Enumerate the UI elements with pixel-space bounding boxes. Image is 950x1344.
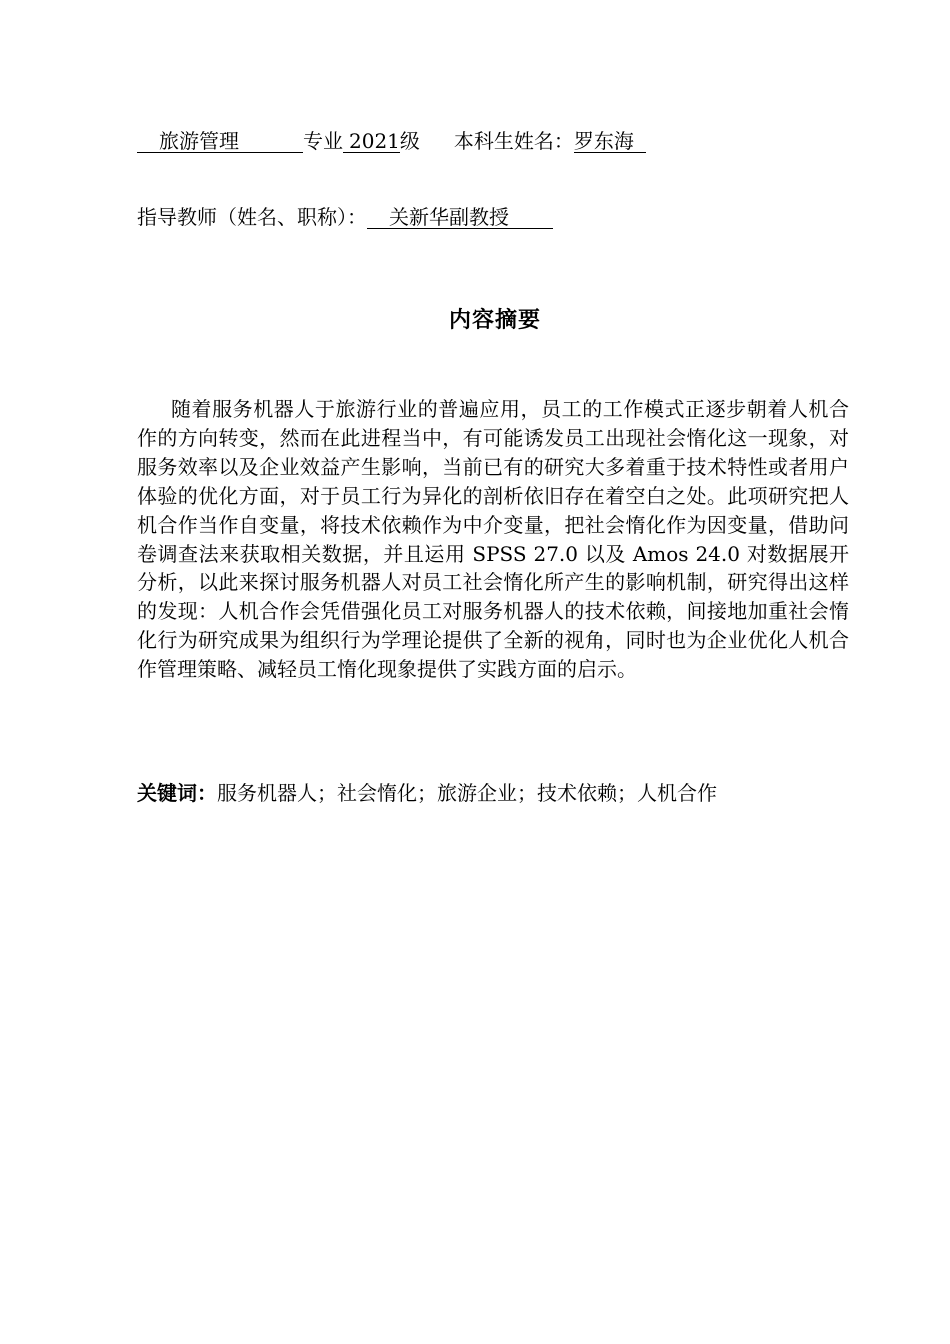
student-info-line bbox=[137, 129, 646, 153]
keywords-line bbox=[137, 779, 717, 807]
advisor-info-line bbox=[137, 205, 553, 229]
major-value: 旅游管理 bbox=[159, 129, 239, 153]
student-name-value: 罗东海 bbox=[574, 130, 646, 153]
advisor-label: 指导教师（姓名、职称）： bbox=[137, 205, 367, 229]
major-field bbox=[137, 130, 303, 153]
keywords-label: 关键词： bbox=[137, 781, 217, 805]
student-name-label: 本科生姓名： bbox=[453, 129, 574, 153]
abstract-title: 内容摘要 bbox=[448, 308, 541, 333]
grade-value: 2021 bbox=[343, 130, 400, 153]
major-label: 专业 bbox=[303, 129, 343, 153]
grade-label: 级 bbox=[399, 129, 420, 153]
abstract-body: 随着服务机器人于旅游行业的普遍应用，员工的工作模式正逐步朝着人机合作的方向转变，然而在此进程当中，有可能诱发员工出现社会惰化这一现象，对服务效率以及企业效益产生影响，当前已有的研究大多着重于技术特性或者用户体验的优化方面，对于员工行为异化的剖析依旧存在着空白之处。此项研究把人机合作当作自变量，将技术依赖作为中介变量，把社会惰化作为因变量，借助问卷调查法来获取相关数据，并且运用 SPSS 27.0 以及 Amos 24.0 对数据展开分析，以此来探讨服务机器人对员工社会惰化所产生的影响机制，研究得出这样的发现：人机合作会凭借强化员工对服务机器人的技术依赖，间接地加重社会惰化行为研究成果为组织行为学理论提供了全新的视角，同时也为企业优化人机合作管理策略、减轻员工惰化现象提供了实践方面的启示。 bbox=[137, 397, 849, 682]
keywords-text: 服务机器人；社会惰化；旅游企业；技术依赖；人机合作 bbox=[217, 781, 717, 805]
advisor-value: 关新华副教授 bbox=[367, 206, 553, 229]
